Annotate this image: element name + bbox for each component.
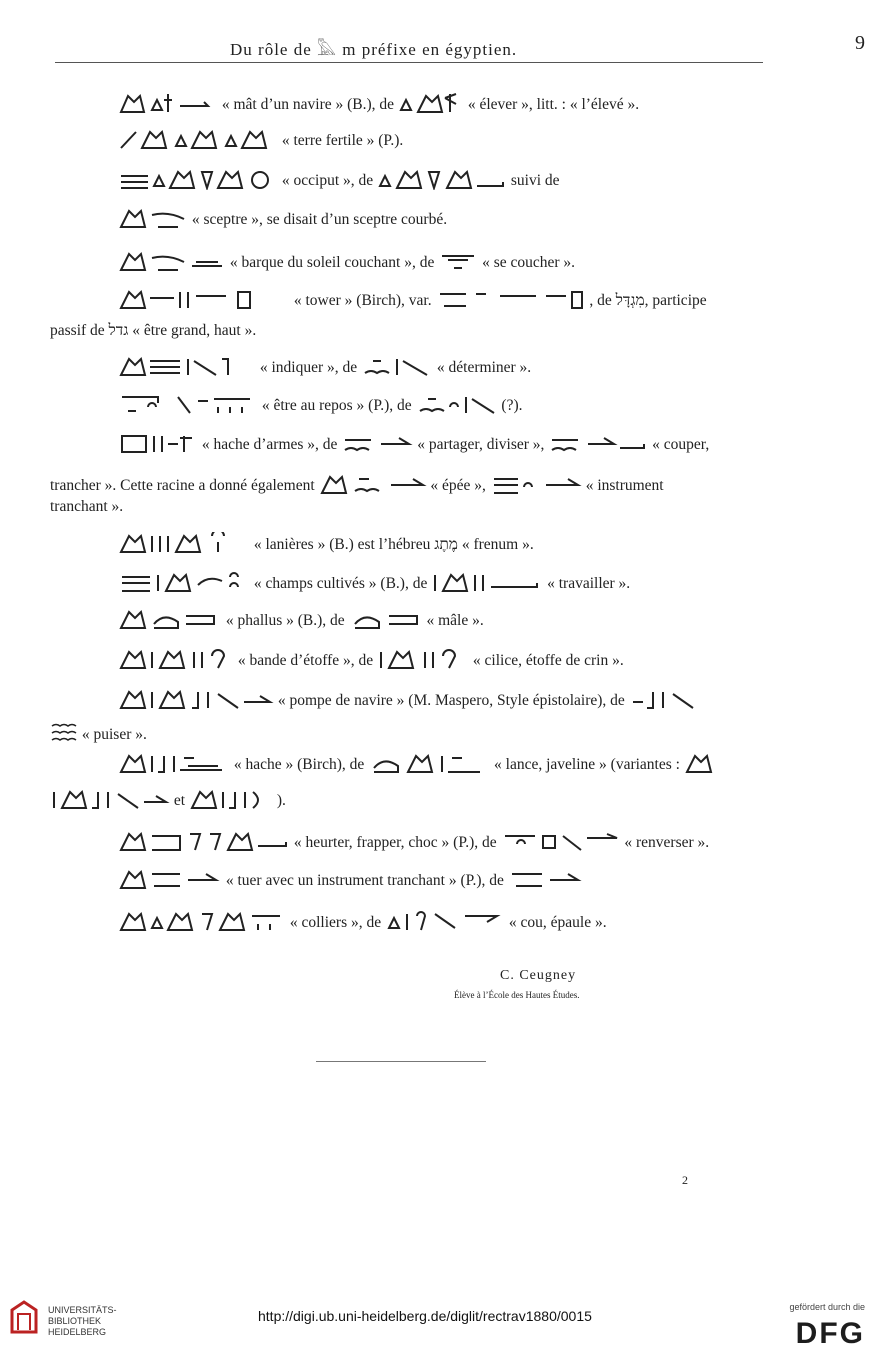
hieroglyph-group [377, 168, 507, 190]
hieroglyph-group [508, 868, 584, 890]
library-name: UNIVERSITÄTS- BIBLIOTHEK HEIDELBERG [48, 1305, 117, 1337]
hieroglyph-group [341, 432, 413, 454]
hieroglyph-group [118, 250, 226, 272]
hieroglyph-group [118, 868, 222, 890]
hieroglyph-group [118, 288, 290, 310]
funding-label: gefördert durch die [789, 1302, 865, 1312]
hieroglyph-group [377, 648, 469, 670]
hieroglyph-group [118, 168, 278, 190]
hieroglyph-group [684, 752, 718, 774]
hieroglyph-group [118, 752, 230, 774]
hieroglyph-group [490, 473, 582, 495]
entry-9: « être au repos » (P.), de (?). [118, 393, 523, 415]
sheet-number: 2 [682, 1173, 688, 1187]
entry-17: « pompe de navire » (M. Maspero, Style épistolaire), de [118, 688, 699, 710]
entry-14: « champs cultivés » (B.), de « travailler ». [118, 571, 630, 593]
hieroglyph-group [438, 250, 478, 272]
entry-8: « indiquer », de « déterminer ». [118, 355, 531, 377]
hieroglyph-group [118, 910, 286, 932]
hieroglyph-group [118, 207, 188, 229]
entry-11: trancher ». Cette racine a donné également « épée », « instrument [50, 473, 664, 495]
dfg-logo: DFG [795, 1317, 865, 1350]
hieroglyph-group [629, 688, 699, 710]
entry-15: « phallus » (B.), de « mâle ». [118, 608, 484, 630]
entry-1: « mât d’un navire » (B.), de « élever », litt. : « l’élevé ». [118, 92, 639, 114]
footer-bar [0, 1290, 877, 1357]
entry-5: « barque du soleil couchant », de « se coucher ». [118, 250, 575, 272]
hieroglyph-group [189, 788, 273, 810]
entry-3: « occiput », de suivi de [118, 168, 560, 190]
hieroglyph-group [118, 688, 274, 710]
entry-20: et ). [50, 788, 286, 810]
hieroglyph-group [361, 355, 433, 377]
page-number: 9 [855, 32, 865, 54]
hieroglyph-group [118, 648, 234, 670]
hieroglyph-group [118, 608, 222, 630]
hieroglyph-group [436, 288, 586, 310]
entry-7: passif de גדל « être grand, haut ». [50, 322, 257, 339]
entry-22: « tuer avec un instrument tranchant » (P.), de [118, 868, 584, 890]
hieroglyph-group [118, 128, 278, 150]
hieroglyph-group [385, 910, 505, 932]
entry-18: « puiser ». [50, 722, 147, 744]
hieroglyph-group [50, 788, 170, 810]
entry-19: « hache » (Birch), de « lance, javeline » (variantes : [118, 752, 718, 774]
entry-6: « tower » (Birch), var. , de מִגְדָּל, participe [118, 288, 707, 310]
hieroglyph-group [118, 432, 198, 454]
entry-16: « bande d’étoffe », de « cilice, étoffe de crin ». [118, 648, 624, 670]
entry-12: tranchant ». [50, 498, 124, 515]
entry-23: « colliers », de « cou, épaule ». [118, 910, 607, 932]
hieroglyph-group [416, 393, 498, 415]
hieroglyph-group [118, 393, 258, 415]
entry-10: « hache d’armes », de « partager, diviser », « couper, [118, 432, 709, 454]
hieroglyph-group [431, 571, 543, 593]
hieroglyph-group [118, 532, 250, 554]
hieroglyph-group [319, 473, 427, 495]
hieroglyph-group [398, 92, 464, 114]
hieroglyph-group [118, 830, 290, 852]
hieroglyph-group [118, 92, 218, 114]
author-name: C. Ceugney [500, 968, 577, 983]
entry-2: « terre fertile » (P.). [118, 128, 403, 150]
entry-4: « sceptre », se disait d’un sceptre courbé. [118, 207, 447, 229]
library-logo [10, 1300, 38, 1334]
hieroglyph-group [349, 608, 423, 630]
hieroglyph-group [118, 571, 250, 593]
water-sign [50, 722, 78, 744]
permalink[interactable]: http://digi.ub.uni-heidelberg.de/diglit/rectrav1880/0015 [258, 1308, 592, 1324]
hieroglyph-group [118, 355, 256, 377]
end-rule [316, 1061, 486, 1062]
running-title: Du rôle de 𓅓 m préfixe en égyptien. [230, 40, 518, 59]
entry-13: « lanières » (B.) est l’hébreu מֶתֶג « frenum ». [118, 532, 534, 554]
page-header [55, 32, 865, 62]
entry-21: « heurter, frapper, choc » (P.), de « renverser ». [118, 830, 709, 852]
hieroglyph-group [548, 432, 648, 454]
hieroglyph-group [501, 830, 621, 852]
author-affiliation: Élève à l’École des Hautes Études. [454, 990, 580, 1000]
hieroglyph-group [368, 752, 490, 774]
header-rule [55, 62, 763, 63]
